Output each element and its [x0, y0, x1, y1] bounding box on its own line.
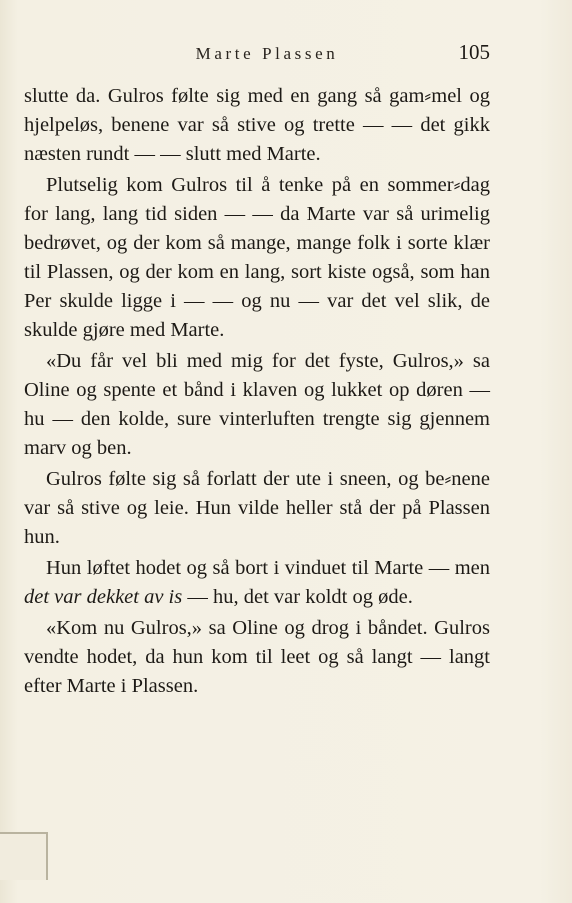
running-title: Marte Plassen: [195, 44, 339, 63]
page-header: [24, 38, 490, 70]
paragraph-text: — hu, det var koldt og øde.: [182, 586, 413, 608]
paragraph-text: slutte da. Gulros følte sig med en gang så gam⸗mel og hjelpeløs, benene var så stive og trette — — det gikk næsten rundt — — slutt med Marte.: [24, 85, 490, 165]
paragraph-text: «Du får vel bli med mig for det fyste, Gulros,» sa Oline og spente et bånd i klaven og lukket op døren — hu — den kolde, sure vinterluften trengte sig gjennem marv og ben.: [24, 350, 490, 459]
page-number: 105: [458, 40, 490, 64]
paragraph: [24, 347, 490, 463]
italic-text: det var dekket av is: [24, 586, 183, 608]
paragraph-text: Gulros følte sig så forlatt der ute i sneen, og be⸗nene var så stive og leie. Hun vilde heller stå der på Plassen hun.: [24, 468, 490, 548]
paragraph-text: Plutselig kom Gulros til å tenke på en sommer⸗dag for lang, lang tid siden — — da Marte var så urimelig bedrøvet, og der kom så mange, mange folk i sorte klær til Plassen, og der kom en lang, sort kiste også, som han Per skulde ligge i — — og nu — var det vel slik, de skulde gjøre med Marte.: [24, 174, 490, 341]
paragraph-text: «Kom nu Gulros,» sa Oline og drog i båndet. Gulros vendte hodet, da hun kom til leet og så langt — langt efter Marte i Plassen.: [24, 617, 490, 697]
paragraph: [24, 554, 490, 612]
paragraph: [24, 82, 490, 169]
paragraph: [24, 614, 490, 701]
page-corner-mark: [0, 832, 48, 880]
paragraph: [24, 465, 490, 552]
body-text: [24, 82, 490, 703]
paragraph-text: Hun løftet hodet og så bort i vinduet til Marte — men: [46, 557, 490, 579]
paragraph: [24, 171, 490, 345]
